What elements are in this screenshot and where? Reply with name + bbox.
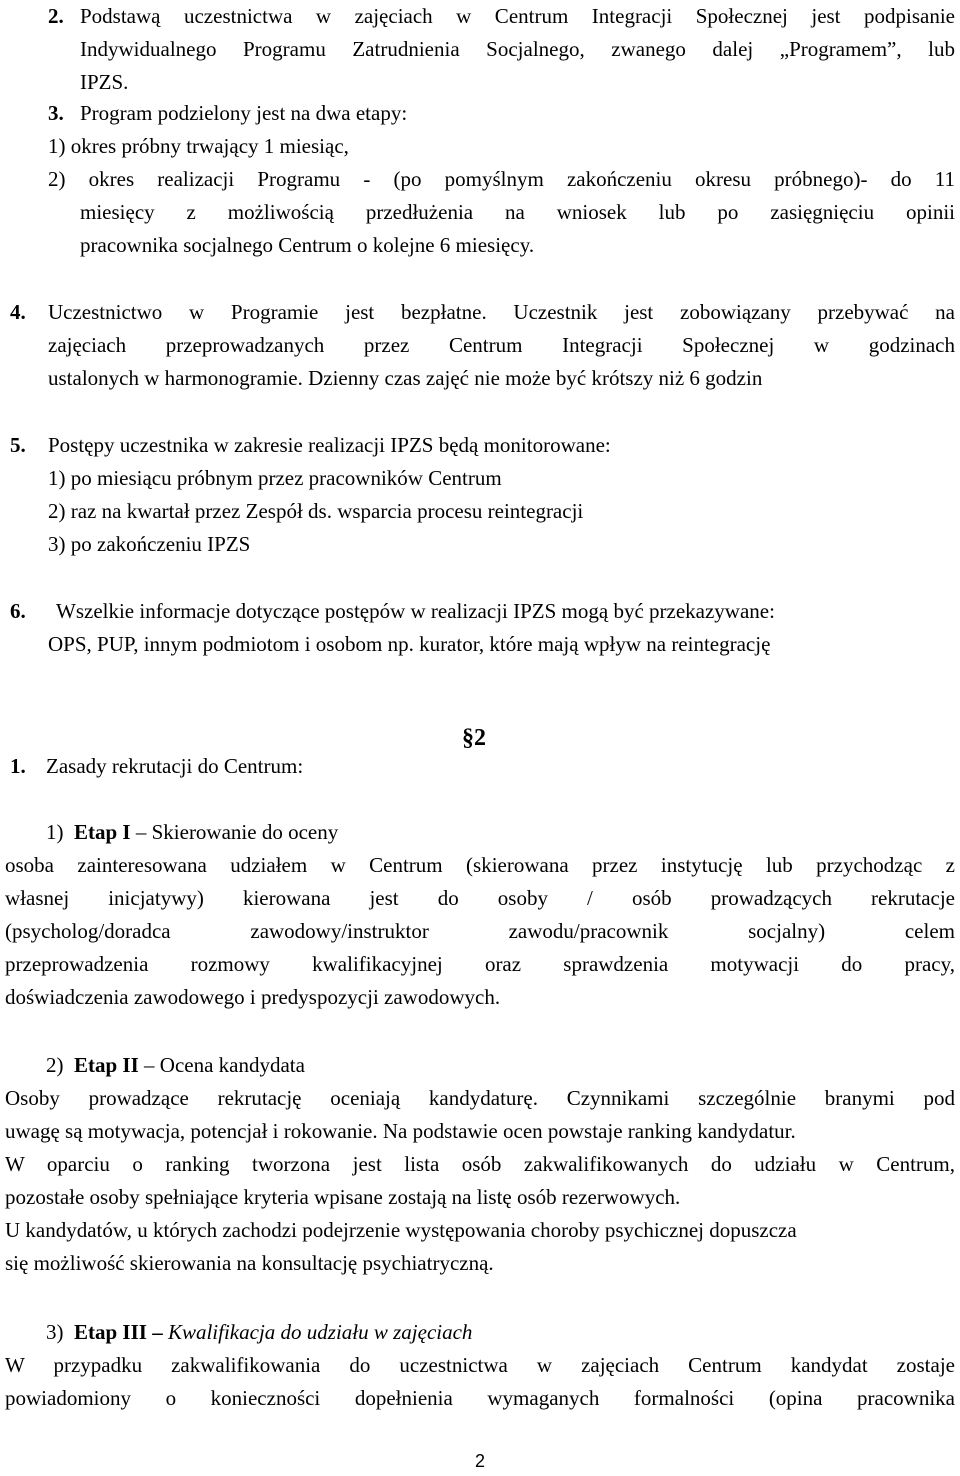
etap-prefix: 3) bbox=[46, 1320, 64, 1344]
etap-name: Etap III bbox=[74, 1320, 147, 1344]
section-sign: §2 bbox=[462, 725, 486, 751]
etap-heading bbox=[46, 1316, 472, 1349]
page-number: 2 bbox=[474, 1451, 485, 1471]
etap-prefix: 1) bbox=[46, 820, 64, 844]
text-line: powiadomiony o konieczności dopełnienia wymaganych formalności (opina pracownika bbox=[5, 1386, 955, 1410]
text-line: W oparciu o ranking tworzona jest lista osób zakwalifikowanych do udziału w Centrum, bbox=[5, 1152, 955, 1176]
etap-dash: – bbox=[144, 1053, 155, 1077]
text-line: OPS, PUP, innym podmiotom i osobom np. kurator, które mają wpływ na reintegrację bbox=[48, 632, 771, 656]
list-item: 1) okres próbny trwający 1 miesiąc, bbox=[48, 134, 349, 158]
text-line: Uczestnictwo w Programie jest bezpłatne. Uczestnik jest zobowiązany przebywać na bbox=[48, 300, 955, 324]
etap-prefix: 2) bbox=[46, 1053, 64, 1077]
text-line: przeprowadzenia rozmowy kwalifikacyjnej oraz sprawdzenia motywacji do pracy, bbox=[5, 952, 955, 976]
list-item: 2) raz na kwartał przez Zespół ds. wsparcia procesu reintegracji bbox=[48, 499, 584, 523]
text-line: Program podzielony jest na dwa etapy: bbox=[80, 101, 408, 125]
text-line: własnej inicjatywy) kierowana jest do osoby / osób prowadzących rekrutacje bbox=[5, 886, 955, 910]
etap-dash: – bbox=[152, 1320, 163, 1344]
text-line: W przypadku zakwalifikowania do uczestnictwa w zajęciach Centrum kandydat zostaje bbox=[5, 1353, 955, 1377]
paragraph-number: 3. bbox=[48, 101, 64, 125]
etap-title: Ocena kandydata bbox=[159, 1053, 305, 1077]
etap-heading bbox=[46, 1049, 305, 1082]
text-line: Indywidualnego Programu Zatrudnienia Socjalnego, zwanego dalej „Programem”, lub bbox=[80, 37, 955, 61]
text-line: Postępy uczestnika w zakresie realizacji IPZS będą monitorowane: bbox=[48, 433, 611, 457]
text-line: miesięcy z możliwością przedłużenia na wniosek lub po zasięgnięciu opinii bbox=[80, 200, 955, 224]
etap-title: Kwalifikacja do udziału w zajęciach bbox=[167, 1320, 473, 1344]
etap-name: Etap II bbox=[74, 1053, 139, 1077]
text-line: Wszelkie informacje dotyczące postępów w realizacji IPZS mogą być przekazywane: bbox=[56, 599, 775, 623]
etap-name: Etap I bbox=[74, 820, 131, 844]
paragraph-number: 2. bbox=[48, 4, 64, 28]
text-line: doświadczenia zawodowego i predyspozycji zawodowych. bbox=[5, 985, 501, 1009]
text-line: (psycholog/doradca zawodowy/instruktor zawodu/pracownik socjalny) celem bbox=[5, 919, 955, 943]
etap-heading bbox=[46, 816, 338, 849]
heading-number: 1. bbox=[10, 754, 26, 778]
paragraph-number: 5. bbox=[10, 433, 26, 457]
text-line: Podstawą uczestnictwa w zajęciach w Centrum Integracji Społecznej jest podpisanie bbox=[80, 4, 955, 28]
text-line: zajęciach przeprowadzanych przez Centrum Integracji Społecznej w godzinach bbox=[48, 333, 955, 357]
text-line: pracownika socjalnego Centrum o kolejne 6 miesięcy. bbox=[80, 233, 535, 257]
text-line: pozostałe osoby spełniające kryteria wpisane zostają na listę osób rezerwowych. bbox=[5, 1185, 681, 1209]
list-item: 1) po miesiącu próbnym przez pracowników Centrum bbox=[48, 466, 502, 490]
text-line: się możliwość skierowania na konsultację psychiatryczną. bbox=[5, 1251, 494, 1275]
paragraph-number: 4. bbox=[10, 300, 26, 324]
text-line: osoba zainteresowana udziałem w Centrum (skierowana przez instytucję lub przychodząc z bbox=[5, 853, 955, 877]
etap-title: Skierowanie do oceny bbox=[151, 820, 339, 844]
list-item: 3) po zakończeniu IPZS bbox=[48, 532, 251, 556]
text-line: Osoby prowadzące rekrutację oceniają kandydaturę. Czynnikami szczególnie branymi pod bbox=[5, 1086, 955, 1110]
text-line: ustalonych w harmonogramie. Dzienny czas zajęć nie może być krótszy niż 6 godzin bbox=[48, 366, 763, 390]
etap-dash: – bbox=[135, 820, 147, 844]
paragraph-number: 6. bbox=[10, 599, 26, 623]
text-line: IPZS. bbox=[80, 70, 129, 94]
heading-title: Zasady rekrutacji do Centrum: bbox=[46, 754, 304, 778]
list-item: 2) okres realizacji Programu - (po pomyślnym zakończeniu okresu próbnego)- do 11 bbox=[48, 167, 955, 191]
text-line: U kandydatów, u których zachodzi podejrzenie występowania choroby psychicznej dopuszcza bbox=[5, 1218, 797, 1242]
text-line: uwagę są motywacja, potencjał i rokowanie. Na podstawie ocen powstaje ranking kandydatur. bbox=[5, 1119, 796, 1143]
